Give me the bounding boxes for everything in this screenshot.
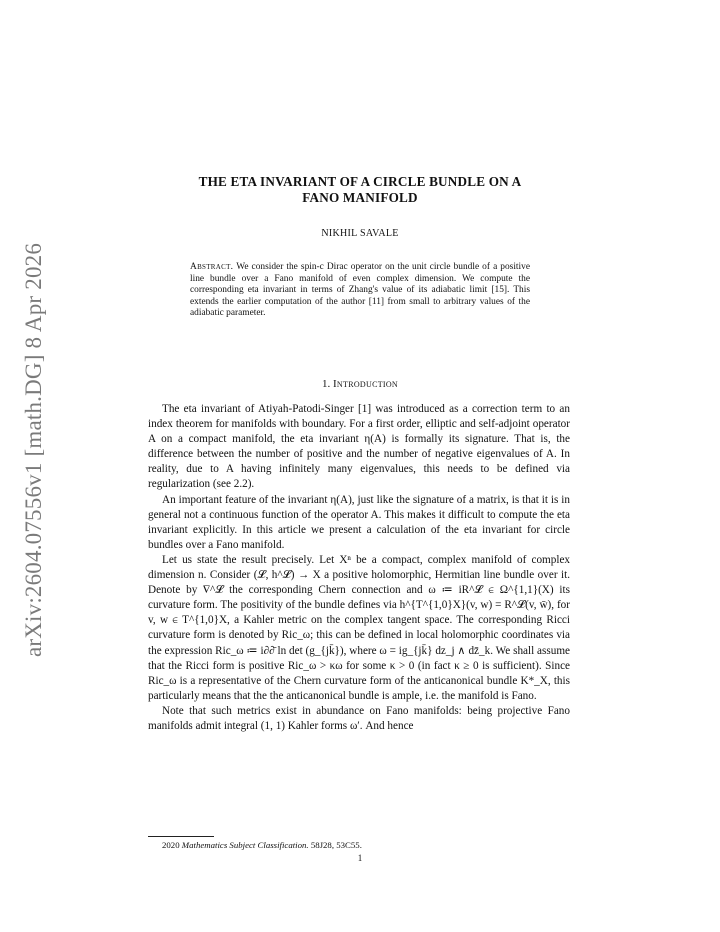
paragraph: The eta invariant of Atiyah-Patodi-Singer [1] was introduced as a correction term to an index theorem for manifolds with boundary. For a first order, elliptic and self-adjoint operator A on a compact manifold, the eta invariant η(A) is formally its signature. That is, the difference between the number of positive and the number of negative eigenvalues of A. In reality, due to A having infinitely many eigenvalues, this needs to be defined via regularization (see 2.2). xyxy=(148,403,570,491)
paper-title xyxy=(160,174,560,205)
abstract-label: Abstract. xyxy=(190,262,234,272)
section-number: 1. xyxy=(321,378,331,390)
arxiv-identifier-stamp: arXiv:2604.07556v1 [math.DG] 8 Apr 2026 xyxy=(21,242,46,658)
section-title: Introduction xyxy=(332,378,399,390)
footnote-classification: Mathematics Subject Classification. xyxy=(181,840,309,850)
footnote-codes: 58J28, 53C55. xyxy=(310,840,362,850)
author-name: NIKHIL SAVALE xyxy=(321,228,399,239)
footnote xyxy=(162,840,362,850)
paragraph: Let us state the result precisely. Let Xⁿ be a compact, complex manifold of complex dimension n. Consider (𝓛, h^𝓛) → X a positive holomorphic, Hermitian line bundle over it. Denote by ∇^𝓛 the corresponding Chern connection and ω ≔ iR^𝓛 ∈ Ω^{1,1}(X) its curvature form. The positivity of the bundle defines via h^{T^{1,0}X}(v, w) = R^𝓛(v, w̄), for v, w ∈ T^{1,0}X, a Kahler metric on the complex tangent space. The corresponding Ricci curvature form is denoted by Ric_ω; this can be defined in local holomorphic coordinates via the expression Ric_ω ≔ i∂∂̄ ln det (g_{jk̄}), where ω = ig_{jk̄} dz_j ∧ dz̄_k. We shall assume that the Ricci form is positive Ric_ω > κω for some κ > 0 (in fact κ ≥ 0 is sufficient). Since Ric_ω is a representative of the Chern curvature form of the anticanonical bundle K*_X, this particularly means that the the anticanonical bundle is ample, i.e. the manifold is Fano. xyxy=(148,553,570,702)
title-line-2: FANO MANIFOLD xyxy=(302,189,418,205)
abstract-text: We consider the spin-c Dirac operator on the unit circle bundle of a positive line bundle over a Fano manifold of even complex dimension. We compute the corresponding eta invariant in terms of Zhang's value of its adiabatic limit [15]. This extends the earlier computation of the author [11] from small to arbitrary values of the adiabatic parameter. xyxy=(190,262,530,319)
abstract xyxy=(190,262,530,320)
footnote-rule xyxy=(148,836,214,837)
paragraph: An important feature of the invariant η(A), just like the signature of a matrix, is that it is in general not a continuous function of the operator A. This makes it difficult to compute the eta invariant explicitly. In this article we present a calculation of the eta invariant for circle bundles over a Fano manifold. xyxy=(148,493,570,551)
paragraph: Note that such metrics exist in abundance on Fano manifolds: being projective Fano manifolds admit integral (1, 1) Kahler forms ω′. And hence xyxy=(148,704,570,732)
title-line-1: THE ETA INVARIANT OF A CIRCLE BUNDLE ON A xyxy=(198,174,522,189)
body-text xyxy=(148,402,570,734)
footnote-year: 2020 xyxy=(162,840,180,850)
page-number: 1 xyxy=(357,853,363,863)
section-heading xyxy=(160,378,560,390)
